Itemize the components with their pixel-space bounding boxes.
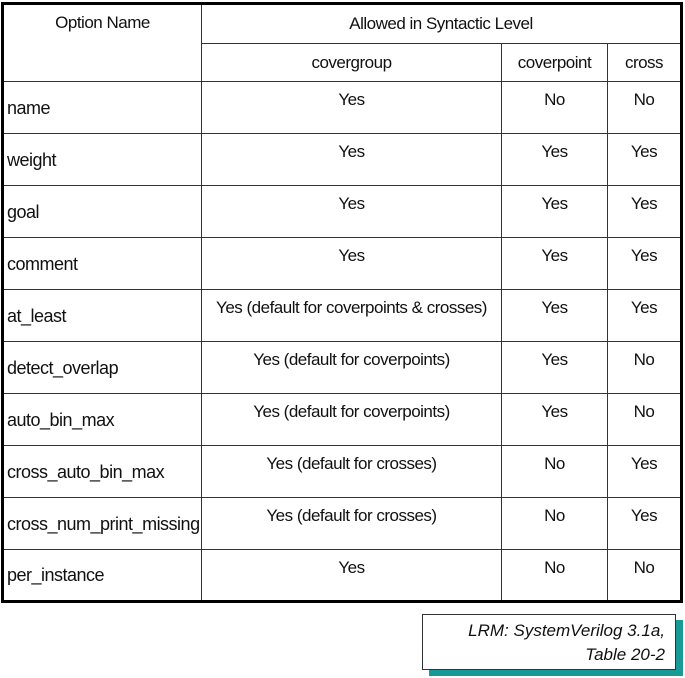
covergroup-cell: Yes	[202, 82, 502, 134]
covergroup-cell: Yes (default for crosses)	[202, 446, 502, 498]
coverpoint-cell: Yes	[502, 342, 608, 394]
cross-cell: Yes	[608, 498, 682, 550]
coverpoint-cell: Yes	[502, 238, 608, 290]
covergroup-cell: Yes (default for coverpoints & crosses)	[202, 290, 502, 342]
table-row	[3, 550, 682, 602]
table-row	[3, 290, 682, 342]
covergroup-cell: Yes	[202, 238, 502, 290]
table-row	[3, 498, 682, 550]
cross-cell: No	[608, 82, 682, 134]
cross-cell: Yes	[608, 446, 682, 498]
table-row	[3, 446, 682, 498]
cross-cell: Yes	[608, 290, 682, 342]
cross-cell: Yes	[608, 134, 682, 186]
table-row	[3, 186, 682, 238]
covergroup-cell: Yes (default for coverpoints)	[202, 394, 502, 446]
option-name-cell: name	[3, 82, 202, 134]
coverpoint-cell: Yes	[502, 186, 608, 238]
option-name-cell: cross_auto_bin_max	[3, 446, 202, 498]
cross-cell: Yes	[608, 238, 682, 290]
covergroup-cell: Yes	[202, 550, 502, 602]
option-name-cell: detect_overlap	[3, 342, 202, 394]
option-name-cell: auto_bin_max	[3, 394, 202, 446]
note-line-1: LRM: SystemVerilog 3.1a,	[468, 621, 665, 640]
cross-cell: No	[608, 342, 682, 394]
cross-cell: Yes	[608, 186, 682, 238]
reference-note	[422, 614, 676, 670]
cross-cell: No	[608, 394, 682, 446]
option-name-cell: weight	[3, 134, 202, 186]
header-covergroup: covergroup	[202, 44, 502, 82]
covergroup-cell: Yes	[202, 186, 502, 238]
coverpoint-cell: Yes	[502, 394, 608, 446]
coverpoint-cell: No	[502, 498, 608, 550]
coverpoint-cell: Yes	[502, 134, 608, 186]
header-option-name: Option Name	[3, 4, 202, 82]
coverpoint-cell: No	[502, 550, 608, 602]
covergroup-cell: Yes	[202, 134, 502, 186]
header-allowed: Allowed in Syntactic Level	[202, 4, 682, 44]
option-name-cell: comment	[3, 238, 202, 290]
covergroup-cell: Yes (default for crosses)	[202, 498, 502, 550]
table-row	[3, 342, 682, 394]
table-row	[3, 394, 682, 446]
coverpoint-cell: No	[502, 82, 608, 134]
table-row	[3, 134, 682, 186]
option-name-cell: goal	[3, 186, 202, 238]
option-name-cell: at_least	[3, 290, 202, 342]
coverpoint-cell: Yes	[502, 290, 608, 342]
coverage-options-table	[1, 2, 683, 603]
header-coverpoint: coverpoint	[502, 44, 608, 82]
note-line-2: Table 20-2	[585, 645, 665, 664]
option-name-cell: cross_num_print_missing	[3, 498, 202, 550]
table-row	[3, 82, 682, 134]
option-name-cell: per_instance	[3, 550, 202, 602]
covergroup-cell: Yes (default for coverpoints)	[202, 342, 502, 394]
table-row	[3, 238, 682, 290]
cross-cell: No	[608, 550, 682, 602]
header-cross: cross	[608, 44, 682, 82]
coverpoint-cell: No	[502, 446, 608, 498]
